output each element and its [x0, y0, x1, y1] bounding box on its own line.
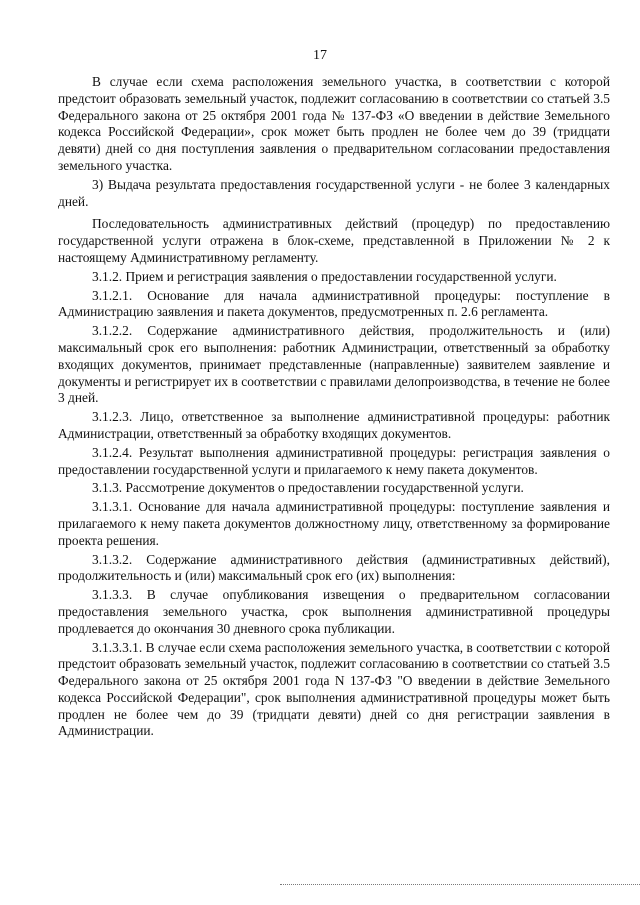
paragraph-land-plot-approval: В случае если схема расположения земельного участка, в соответствии с которой предстоит образовать земельный участок, подлежит согласованию в соответствии со статьей 3.5 Федерального закона от 25 октября 2001 года № 137-ФЗ «О введении в действие Земельного кодекса Российской Федерации», срок может быть продлен не более чем до 39 (тридцати девяти) дней со дня поступления заявления о предварительном согласовании предоставления земельного участка. — [58, 74, 610, 173]
footer-divider — [280, 884, 640, 885]
paragraph-3-1-3-2: 3.1.3.2. Содержание административного действия (административных действий), продолжительность и (или) максимальный срок его (их) выполнения: — [58, 551, 610, 584]
paragraph-procedure-sequence: Последовательность административных действий (процедур) по предоставлению государственной услуги отражена в блок-схеме, представленной в Приложении № 2 к настоящему Административному регламенту. — [58, 216, 610, 265]
paragraph-3-1-2-2: 3.1.2.2. Содержание административного действия, продолжительность и (или) максимальный срок его выполнения: работник Администрации, ответственный за обработку входящих документов, принимает представленные (направленные) заявителем заявление и документы и регистрирует их в соответствии с правилами делопроизводства, в течение не более 3 дней. — [58, 323, 610, 406]
paragraph-3-1-3-3-1: 3.1.3.3.1. В случае если схема расположения земельного участка, в соответствии с которой предстоит образовать земельный участок, подлежит согласованию в соответствии со статьей 3.5 Федерального закона от 25 октября 2001 года N 137-ФЗ "О введении в действие Земельного кодекса Российской Федерации", срок выполнения административной процедуры может быть продлен не более чем до 39 (тридцати девяти) дней со дня регистрации заявления в Администрации. — [58, 639, 610, 739]
paragraph-3-1-3-3: 3.1.3.3. В случае опубликования извещения о предварительном согласовании предоставления земельного участка, срок выполнения административной процедуры продлевается до окончания 30 дневного срока публикации. — [58, 587, 610, 636]
paragraph-result-issuance: 3) Выдача результата предоставления государственной услуги - не более 3 календарных дней. — [58, 176, 610, 209]
document-body — [58, 74, 610, 740]
paragraph-3-1-3: 3.1.3. Рассмотрение документов о предоставлении государственной услуги. — [92, 480, 524, 496]
paragraph-3-1-2-4: 3.1.2.4. Результат выполнения административной процедуры: регистрация заявления о предоставлении государственной услуги и прилагаемого к нему пакета документов. — [58, 444, 610, 477]
paragraph-3-1-2-3: 3.1.2.3. Лицо, ответственное за выполнение административной процедуры: работник Администрации, ответственный за обработку входящих документов. — [58, 409, 610, 441]
page-number: 17 — [313, 48, 327, 63]
paragraph-3-1-3-1: 3.1.3.1. Основание для начала административной процедуры: поступление заявления и прилагаемого к нему пакета документов должностному лицу, ответственному за формирование проекта решения. — [58, 499, 610, 548]
paragraph-3-1-2-1: 3.1.2.1. Основание для начала административной процедуры: поступление в Администрацию заявления и пакета документов, предусмотренных п. 2.6 регламента. — [58, 287, 610, 320]
paragraph-3-1-2: 3.1.2. Прием и регистрация заявления о предоставлении государственной услуги. — [92, 268, 557, 284]
